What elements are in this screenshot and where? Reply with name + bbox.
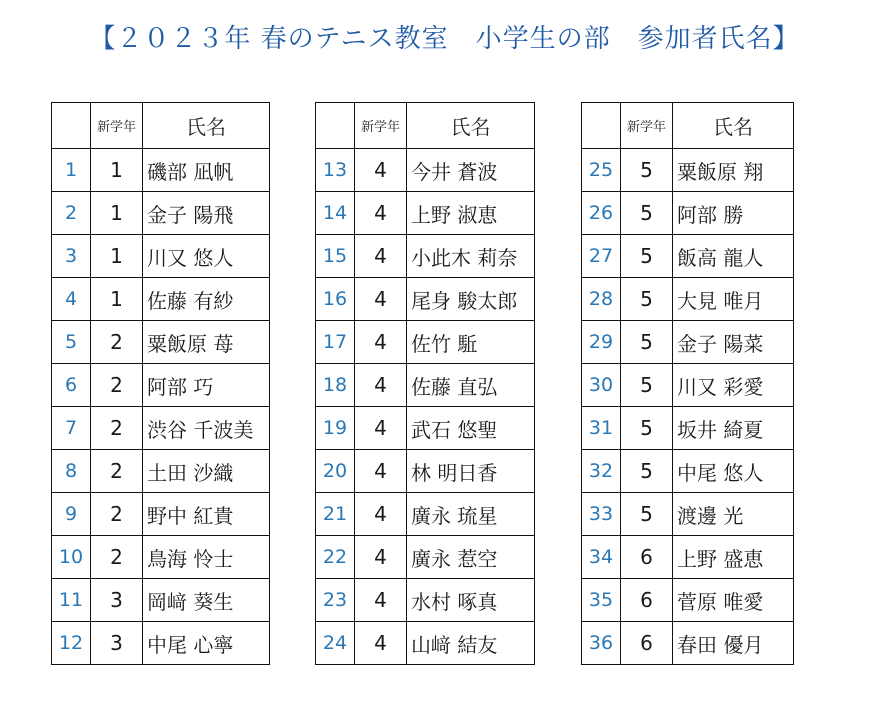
grade-cell: 4: [355, 192, 407, 235]
participant-name-cell: 大見 唯月: [673, 278, 794, 321]
name-column-header: 氏名: [673, 103, 794, 149]
table-row: [582, 536, 794, 579]
roster-table-1: [51, 102, 270, 665]
row-number-cell: 22: [316, 536, 355, 579]
grade-cell: 4: [355, 149, 407, 192]
table-row: [52, 493, 270, 536]
row-number-cell: 30: [582, 364, 621, 407]
participant-name-cell: 中尾 心寧: [143, 622, 270, 665]
grade-cell: 5: [621, 493, 673, 536]
name-column-header: 氏名: [407, 103, 535, 149]
participant-name-cell: 金子 陽菜: [673, 321, 794, 364]
participant-name-cell: 粟飯原 苺: [143, 321, 270, 364]
participant-name-cell: 今井 蒼波: [407, 149, 535, 192]
participant-name-cell: 金子 陽飛: [143, 192, 270, 235]
table-row: [582, 622, 794, 665]
table-row: [316, 493, 535, 536]
row-number-cell: 4: [52, 278, 91, 321]
number-column-header: [316, 103, 355, 149]
row-number-cell: 7: [52, 407, 91, 450]
table-row: [316, 149, 535, 192]
row-number-cell: 24: [316, 622, 355, 665]
row-number-cell: 26: [582, 192, 621, 235]
table-row: [316, 192, 535, 235]
table-row: [582, 235, 794, 278]
participant-name-cell: 尾身 駿太郎: [407, 278, 535, 321]
roster-table-3: [581, 102, 794, 665]
participant-name-cell: 渋谷 千波美: [143, 407, 270, 450]
roster-table-2: [315, 102, 535, 665]
participant-name-cell: 林 明日香: [407, 450, 535, 493]
row-number-cell: 15: [316, 235, 355, 278]
grade-cell: 1: [91, 149, 143, 192]
table-row: [582, 407, 794, 450]
table-row: [52, 278, 270, 321]
row-number-cell: 32: [582, 450, 621, 493]
participant-name-cell: 坂井 綺夏: [673, 407, 794, 450]
table-row: [582, 192, 794, 235]
table-row: [316, 536, 535, 579]
grade-cell: 5: [621, 321, 673, 364]
table-row: [316, 278, 535, 321]
grade-cell: 4: [355, 622, 407, 665]
participant-name-cell: 山﨑 結友: [407, 622, 535, 665]
row-number-cell: 13: [316, 149, 355, 192]
grade-cell: 5: [621, 364, 673, 407]
row-number-cell: 21: [316, 493, 355, 536]
row-number-cell: 34: [582, 536, 621, 579]
table-row: [316, 235, 535, 278]
participant-name-cell: 野中 紅貴: [143, 493, 270, 536]
row-number-cell: 12: [52, 622, 91, 665]
grade-cell: 2: [91, 450, 143, 493]
row-number-cell: 28: [582, 278, 621, 321]
name-column-header: 氏名: [143, 103, 270, 149]
grade-cell: 5: [621, 278, 673, 321]
participant-name-cell: 阿部 巧: [143, 364, 270, 407]
row-number-cell: 35: [582, 579, 621, 622]
table-row: [582, 493, 794, 536]
header-row: [52, 103, 270, 149]
table-row: [52, 536, 270, 579]
grade-cell: 2: [91, 321, 143, 364]
header-row: [316, 103, 535, 149]
row-number-cell: 5: [52, 321, 91, 364]
table-row: [582, 278, 794, 321]
participant-name-cell: 川又 悠人: [143, 235, 270, 278]
participant-name-cell: 渡邊 光: [673, 493, 794, 536]
number-column-header: [52, 103, 91, 149]
table-row: [582, 321, 794, 364]
row-number-cell: 3: [52, 235, 91, 278]
header-row: [582, 103, 794, 149]
grade-cell: 4: [355, 235, 407, 278]
grade-column-header: 新学年: [91, 103, 143, 149]
grade-cell: 4: [355, 364, 407, 407]
participant-name-cell: 川又 彩愛: [673, 364, 794, 407]
table-row: [52, 407, 270, 450]
grade-column-header: 新学年: [355, 103, 407, 149]
table-row: [52, 192, 270, 235]
table-row: [52, 364, 270, 407]
participant-name-cell: 水村 啄真: [407, 579, 535, 622]
grade-cell: 2: [91, 364, 143, 407]
grade-cell: 4: [355, 407, 407, 450]
row-number-cell: 19: [316, 407, 355, 450]
grade-cell: 4: [355, 278, 407, 321]
participant-name-cell: 飯高 龍人: [673, 235, 794, 278]
row-number-cell: 16: [316, 278, 355, 321]
table-row: [582, 364, 794, 407]
row-number-cell: 29: [582, 321, 621, 364]
grade-cell: 3: [91, 579, 143, 622]
participant-name-cell: 小此木 莉奈: [407, 235, 535, 278]
row-number-cell: 10: [52, 536, 91, 579]
table-row: [316, 364, 535, 407]
participant-name-cell: 廣永 琉星: [407, 493, 535, 536]
grade-cell: 3: [91, 622, 143, 665]
row-number-cell: 1: [52, 149, 91, 192]
participant-name-cell: 春田 優月: [673, 622, 794, 665]
grade-cell: 1: [91, 192, 143, 235]
row-number-cell: 2: [52, 192, 91, 235]
participant-name-cell: 武石 悠聖: [407, 407, 535, 450]
table-row: [52, 149, 270, 192]
participant-name-cell: 佐竹 駈: [407, 321, 535, 364]
participant-name-cell: 岡﨑 葵生: [143, 579, 270, 622]
table-row: [582, 149, 794, 192]
table-row: [316, 622, 535, 665]
grade-cell: 5: [621, 149, 673, 192]
table-row: [316, 407, 535, 450]
table-row: [52, 450, 270, 493]
table-row: [52, 622, 270, 665]
row-number-cell: 9: [52, 493, 91, 536]
row-number-cell: 6: [52, 364, 91, 407]
table-row: [52, 321, 270, 364]
table-row: [316, 579, 535, 622]
grade-cell: 6: [621, 622, 673, 665]
grade-cell: 4: [355, 579, 407, 622]
table-row: [52, 579, 270, 622]
grade-cell: 2: [91, 407, 143, 450]
grade-cell: 1: [91, 235, 143, 278]
grade-cell: 4: [355, 321, 407, 364]
row-number-cell: 17: [316, 321, 355, 364]
row-number-cell: 18: [316, 364, 355, 407]
participant-name-cell: 佐藤 有紗: [143, 278, 270, 321]
number-column-header: [582, 103, 621, 149]
table-row: [582, 450, 794, 493]
participant-name-cell: 鳥海 怜士: [143, 536, 270, 579]
participant-name-cell: 磯部 凪帆: [143, 149, 270, 192]
row-number-cell: 25: [582, 149, 621, 192]
row-number-cell: 14: [316, 192, 355, 235]
row-number-cell: 33: [582, 493, 621, 536]
grade-cell: 5: [621, 450, 673, 493]
grade-cell: 1: [91, 278, 143, 321]
participant-name-cell: 土田 沙織: [143, 450, 270, 493]
grade-cell: 5: [621, 407, 673, 450]
row-number-cell: 27: [582, 235, 621, 278]
grade-cell: 6: [621, 579, 673, 622]
table-row: [52, 235, 270, 278]
row-number-cell: 36: [582, 622, 621, 665]
grade-cell: 2: [91, 536, 143, 579]
participant-name-cell: 上野 淑恵: [407, 192, 535, 235]
row-number-cell: 20: [316, 450, 355, 493]
table-row: [316, 450, 535, 493]
participant-name-cell: 中尾 悠人: [673, 450, 794, 493]
participant-name-cell: 廣永 惹空: [407, 536, 535, 579]
page-title: 【２０２３年 春のテニス教室 小学生の部 参加者氏名】: [89, 24, 800, 54]
participant-name-cell: 阿部 勝: [673, 192, 794, 235]
grade-cell: 4: [355, 450, 407, 493]
participant-name-cell: 菅原 唯愛: [673, 579, 794, 622]
grade-column-header: 新学年: [621, 103, 673, 149]
row-number-cell: 23: [316, 579, 355, 622]
participant-name-cell: 粟飯原 翔: [673, 149, 794, 192]
participant-name-cell: 上野 盛恵: [673, 536, 794, 579]
grade-cell: 5: [621, 192, 673, 235]
grade-cell: 4: [355, 493, 407, 536]
grade-cell: 4: [355, 536, 407, 579]
grade-cell: 5: [621, 235, 673, 278]
table-row: [582, 579, 794, 622]
table-row: [316, 321, 535, 364]
row-number-cell: 31: [582, 407, 621, 450]
grade-cell: 6: [621, 536, 673, 579]
grade-cell: 2: [91, 493, 143, 536]
row-number-cell: 11: [52, 579, 91, 622]
row-number-cell: 8: [52, 450, 91, 493]
participant-name-cell: 佐藤 直弘: [407, 364, 535, 407]
